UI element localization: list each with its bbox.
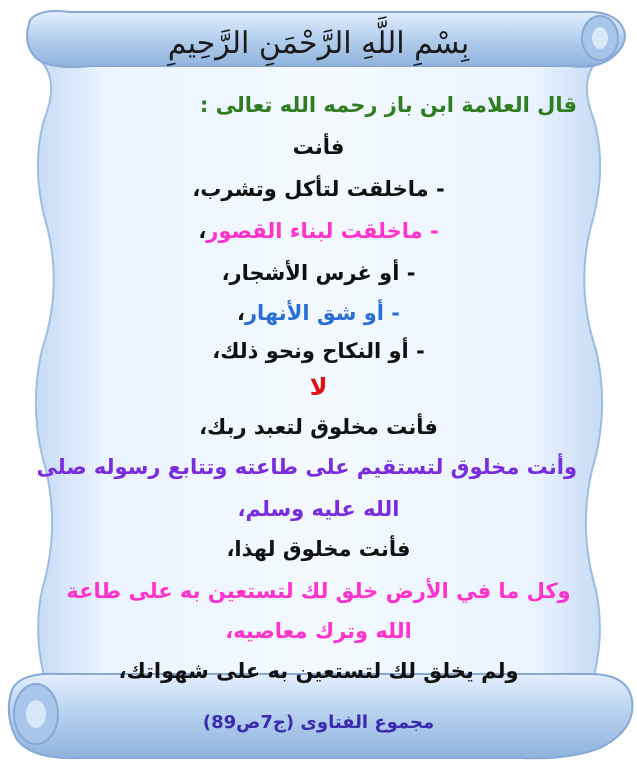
text-line-3-highlight: - ماخلقت لبناء القصور: [206, 219, 439, 243]
text-line-8: فأنت مخلوق لتعبد ربك،: [199, 415, 438, 439]
text-line-7-no: لا: [309, 373, 328, 401]
scroll-text: [36, 0, 577, 768]
bismillah-calligraphy: بِسْمِ اللَّهِ الرَّحْمَنِ الرَّحِيمِ: [167, 26, 470, 61]
text-line-14: ولم يخلق لك لتستعين به على شهواتك،: [118, 659, 519, 683]
text-line-3-comma: ،: [198, 219, 207, 243]
text-line-9: وأنت مخلوق لتستقيم على طاعته وتتابع رسوله صلى: [36, 455, 577, 479]
text-line-5-highlight: - أو شق الأنهار: [244, 301, 401, 325]
text-line-6: - أو النكاح ونحو ذلك،: [212, 339, 425, 363]
text-line-3: [60, 218, 577, 244]
source-citation: مجموع الفتاوى (ج7ص89): [202, 712, 435, 733]
text-line-1: فأنت: [292, 135, 345, 159]
text-line-2: - ماخلقت لتأكل وتشرب،: [192, 177, 445, 201]
text-line-12: وكل ما في الأرض خلق لك لتستعين به على طاعة: [66, 579, 571, 603]
text-line-11: فأنت مخلوق لهذا،: [226, 537, 411, 561]
text-line-4: - أو غرس الأشجار،: [221, 261, 416, 285]
quote-heading: قال العلامة ابن باز رحمه الله تعالى :: [199, 93, 577, 117]
text-line-5: [60, 300, 577, 326]
text-line-13: الله وترك معاصيه،: [225, 619, 412, 643]
text-line-5-comma: ،: [236, 301, 245, 325]
text-line-10: الله عليه وسلم،: [237, 497, 400, 521]
